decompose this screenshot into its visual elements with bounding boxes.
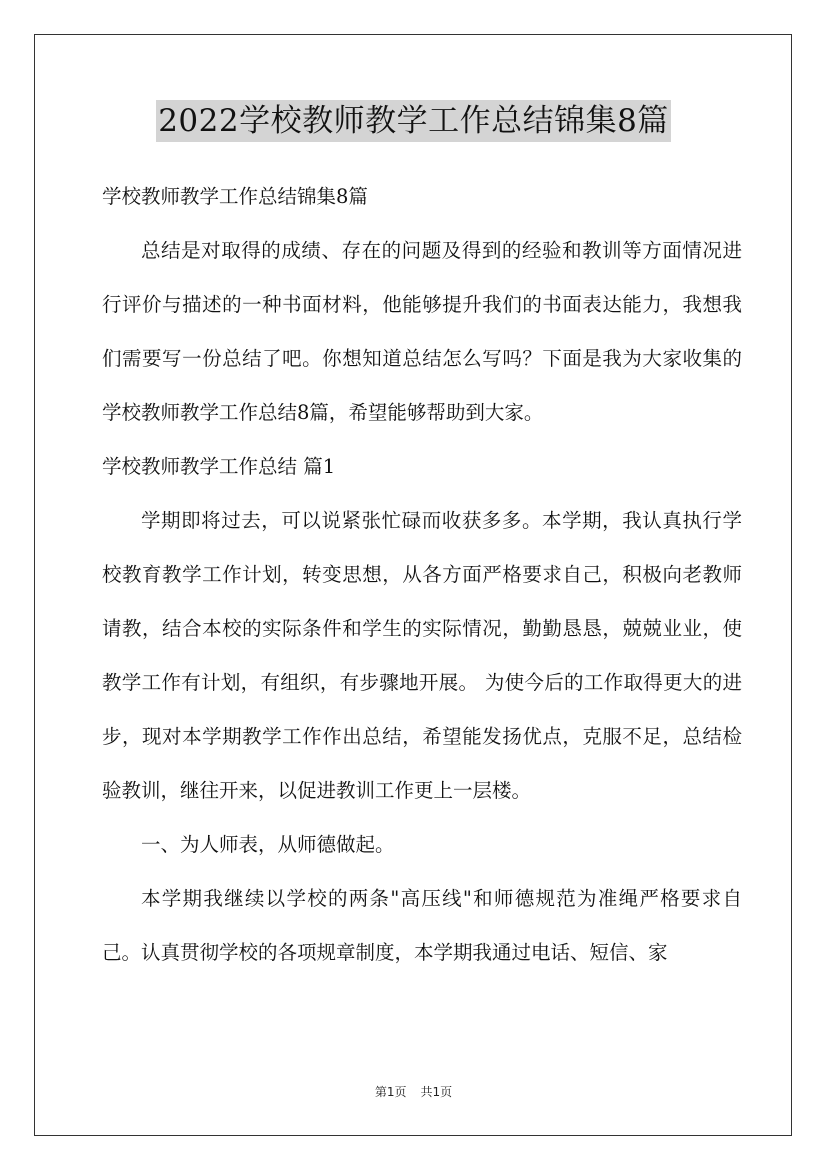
- paragraph-subtitle: 学校教师教学工作总结锦集8篇: [102, 185, 368, 208]
- page-number-current: 第1页: [374, 1085, 407, 1099]
- paragraph-section-1: 学期即将过去，可以说紧张忙碌而收获多多。本学期，我认真执行学校教育教学工作计划，转变思想，从各方面严格要求自己，积极向老教师请教，结合本校的实际条件和学生的实际情况，勤勤恳恳，兢兢业业，使教学工作有计划，有组织，有步骤地开展。 为使今后的工作取得更大的进步，现对本学期教学工作作出总结，希望能发扬优点，克服不足，总结检验教训，继往开来，以促进教训工作更上一层楼。: [102, 509, 742, 802]
- paragraph-intro: 总结是对取得的成绩、存在的问题及得到的经验和教训等方面情况进行评价与描述的一种书面材料，他能够提升我们的书面表达能力，我想我们需要写一份总结了吧。你想知道总结怎么写吗？下面是我为大家收集的学校教师教学工作总结8篇，希望能够帮助到大家。: [102, 239, 742, 424]
- subheading-ethics: 一、为人师表，从师德做起。: [141, 833, 395, 856]
- document-body: [102, 170, 742, 980]
- page-number-total: 共1页: [420, 1085, 453, 1099]
- paragraph-ethics: 本学期我继续以学校的两条"高压线"和师德规范为准绳严格要求自己。认真贯彻学校的各项规章制度，本学期我通过电话、短信、家: [102, 887, 742, 964]
- document-title: [0, 100, 827, 142]
- section-heading-1: 学校教师教学工作总结 篇1: [102, 455, 336, 478]
- page-footer: [0, 1083, 827, 1100]
- document-title-text: 2022学校教师教学工作总结锦集8篇: [156, 100, 671, 142]
